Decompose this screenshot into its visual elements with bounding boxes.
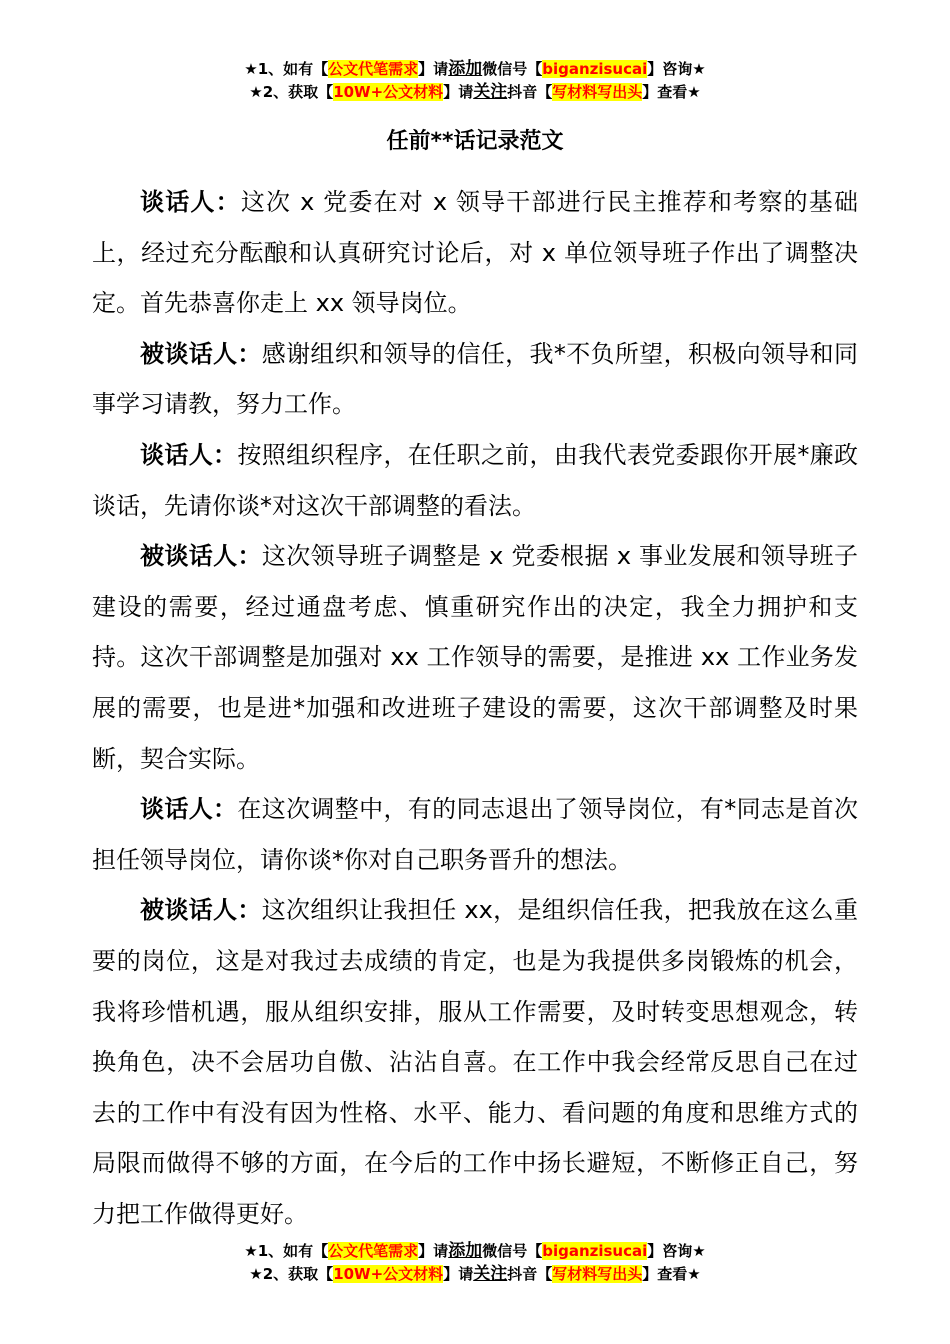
douyin-id-highlight: 写材料写出头 — [552, 83, 643, 101]
dialogue-paragraph — [92, 430, 858, 531]
underlined-text: 关注 — [473, 1264, 508, 1284]
dialogue-paragraph — [92, 177, 858, 329]
dialogue-text: 这次领导班子调整是 x 党委根据 x 事业发展和领导班子建设的需要，经过通盘考虑、慎重研究作出的决定，我全力拥护和支持。这次干部调整是加强对 xx 工作领导的需要，是推进 xx 工作业务发展的需要，也是进*加强和改进班子建设的需要，这次干部调整及时果断，契合实际。 — [92, 542, 859, 773]
dialogue-text: 这次 x 党委在对 x 领导干部进行民主推荐和考察的基础上，经过充分酝酿和认真研究讨论后，对 x 单位领导班子作出了调整决定。首先恭喜你走上 xx 领导岗位。 — [92, 188, 859, 318]
banner-line-1 — [0, 1240, 950, 1263]
document-title: 任前**话记录范文 — [386, 129, 564, 154]
header-banner — [0, 58, 950, 104]
speaker-label: 谈话人： — [140, 188, 241, 216]
dialogue-paragraph — [92, 531, 858, 784]
speaker-label: 谈话人： — [140, 795, 238, 824]
banner-text: 】请 — [418, 60, 449, 78]
banner-text: ★2、获取【 — [249, 1265, 334, 1283]
speaker-label: 被谈话人： — [140, 339, 262, 368]
banner-text: ★1、如有【 — [244, 1242, 329, 1260]
highlight-text: 10W+公文材料 — [333, 83, 444, 101]
speaker-label: 谈话人： — [140, 440, 238, 469]
document-body — [92, 177, 858, 1239]
banner-text: 】查看★ — [642, 83, 701, 101]
speaker-label: 被谈话人： — [140, 542, 262, 571]
banner-text: ★2、获取【 — [249, 83, 334, 101]
dialogue-paragraph — [92, 329, 858, 430]
underlined-text: 关注 — [473, 82, 508, 102]
banner-text: 】咨询★ — [647, 1242, 706, 1260]
dialogue-paragraph — [92, 784, 858, 885]
banner-text: 】请 — [418, 1242, 449, 1260]
douyin-id-highlight: 写材料写出头 — [552, 1265, 643, 1283]
banner-text: 抖音【 — [507, 1265, 553, 1283]
dialogue-paragraph — [92, 885, 858, 1239]
wechat-id-highlight: biganzisucai — [542, 1242, 648, 1260]
dialogue-text: 这次组织让我担任 xx，是组织信任我，把我放在这么重要的岗位，这是对我过去成绩的肯定，也是为我提供多岗锻炼的机会，我将珍惜机遇，服从组织安排，服从工作需要，及时转变思想观念，转换角色，决不会居功自傲、沾沾自喜。在工作中我会经常反思自己在过去的工作中有没有因为性格、水平、能力、看问题的角度和思维方式的局限而做得不够的方面，在今后的工作中扬长避短，不断修正自己，努力把工作做得更好。 — [92, 896, 858, 1228]
banner-text: 】请 — [443, 83, 474, 101]
highlight-text: 10W+公文材料 — [333, 1265, 444, 1283]
dialogue-text: 按照组织程序，在任职之前，由我代表党委跟你开展*廉政谈话，先请你谈*对这次干部调整的看法。 — [92, 440, 859, 520]
highlight-text: 公文代笔需求 — [328, 1242, 419, 1260]
banner-line-1 — [0, 58, 950, 81]
dialogue-text: 在这次调整中，有的同志退出了领导岗位，有*同志是首次担任领导岗位，请你谈*你对自己职务晋升的想法。 — [92, 795, 859, 874]
wechat-id-highlight: biganzisucai — [542, 60, 648, 78]
banner-text: 微信号【 — [482, 60, 543, 78]
banner-text: 】查看★ — [642, 1265, 701, 1283]
footer-banner — [0, 1240, 950, 1286]
banner-line-2 — [0, 1263, 950, 1286]
dialogue-text: 感谢组织和领导的信任，我*不负所望，积极向领导和同事学习请教，努力工作。 — [92, 339, 859, 419]
banner-line-2 — [0, 81, 950, 104]
underlined-text: 添加 — [448, 59, 483, 79]
banner-text: 抖音【 — [507, 83, 553, 101]
banner-text: 】请 — [443, 1265, 474, 1283]
banner-text: ★1、如有【 — [244, 60, 329, 78]
highlight-text: 公文代笔需求 — [328, 60, 419, 78]
banner-text: 微信号【 — [482, 1242, 543, 1260]
speaker-label: 被谈话人： — [140, 896, 262, 925]
underlined-text: 添加 — [448, 1241, 483, 1261]
banner-text: 】咨询★ — [647, 60, 706, 78]
